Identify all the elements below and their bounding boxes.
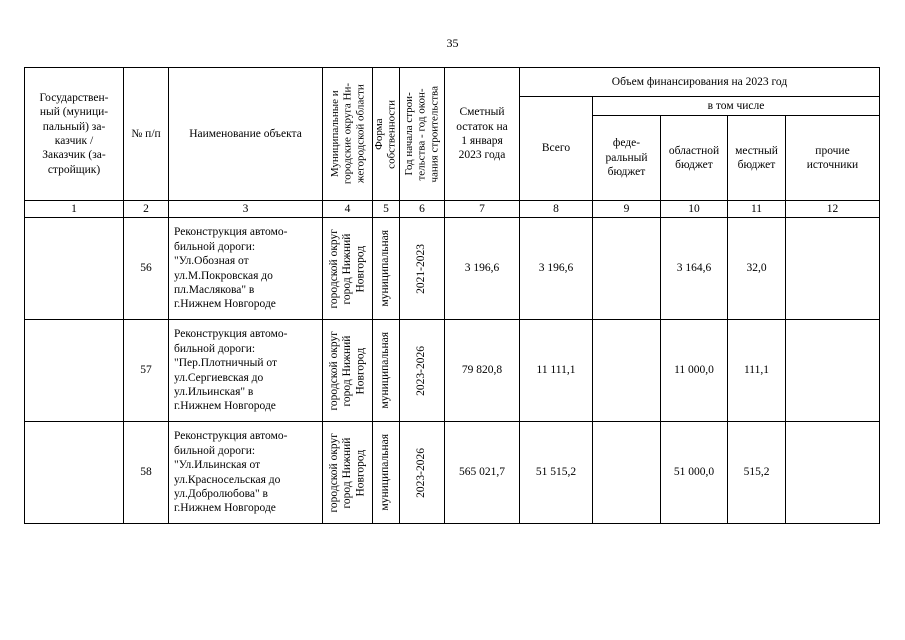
header-construction-years-text: Год начала строи- тельства - год окон- чания строительства (403, 85, 441, 183)
cell-years (400, 320, 445, 422)
cell-number: 56 (124, 218, 169, 320)
column-number: 1 (25, 201, 124, 218)
cell-object-name: Реконструкция автомо- бильной дороги: "Пер.Плотничный от ул.Сергиевская до ул.Ильинская" в г.Нижнем Новгороде (169, 320, 323, 422)
header-municipality (323, 68, 373, 201)
cell-years (400, 422, 445, 524)
cell-ownership-text: муниципальная (379, 230, 392, 307)
column-number: 5 (373, 201, 400, 218)
column-number-row (25, 201, 880, 218)
page-number: 35 (446, 36, 459, 50)
cell-municipality (323, 218, 373, 320)
cell-remainder: 79 820,8 (445, 320, 520, 422)
cell-municipality-text: городской округ город Нижний Новгород (327, 228, 367, 309)
cell-municipality-text: городской округ город Нижний Новгород (327, 432, 367, 513)
cell-remainder: 565 021,7 (445, 422, 520, 524)
header-federal-budget: феде- ральный бюджет (593, 116, 661, 201)
column-number: 6 (400, 201, 445, 218)
cell-object-name: Реконструкция автомо- бильной дороги: "Ул.Обозная от ул.М.Покровская до пл.Маслякова" в г.Нижнем Новгороде (169, 218, 323, 320)
header-regional-budget: областной бюджет (661, 116, 728, 201)
column-number: 3 (169, 201, 323, 218)
cell-ownership (373, 218, 400, 320)
table-row (25, 218, 880, 320)
header-total: Всего (520, 97, 593, 201)
cell-total: 51 515,2 (520, 422, 593, 524)
cell-years-text: 2023-2026 (415, 345, 428, 396)
column-number: 9 (593, 201, 661, 218)
cell-years (400, 218, 445, 320)
funding-table (24, 67, 880, 524)
cell-number: 57 (124, 320, 169, 422)
header-municipality-text: Муниципальные и городские округа Ни- жегородской области (328, 83, 366, 185)
cell-federal (593, 422, 661, 524)
cell-remainder: 3 196,6 (445, 218, 520, 320)
cell-total: 11 111,1 (520, 320, 593, 422)
cell-years-text: 2023-2026 (415, 447, 428, 498)
header-ownership-text: Форма собственности (373, 99, 398, 169)
cell-customer (25, 422, 124, 524)
cell-ownership (373, 422, 400, 524)
column-number: 7 (445, 201, 520, 218)
cell-regional: 11 000,0 (661, 320, 728, 422)
cell-other (786, 422, 880, 524)
column-number: 11 (728, 201, 786, 218)
table-row (25, 320, 880, 422)
cell-other (786, 320, 880, 422)
cell-customer (25, 218, 124, 320)
cell-municipality (323, 422, 373, 524)
cell-regional: 51 000,0 (661, 422, 728, 524)
column-number: 10 (661, 201, 728, 218)
column-number: 12 (786, 201, 880, 218)
cell-local: 111,1 (728, 320, 786, 422)
cell-total: 3 196,6 (520, 218, 593, 320)
cell-ownership (373, 320, 400, 422)
cell-years-text: 2021-2023 (415, 243, 428, 294)
header-estimated-remainder: Сметный остаток на 1 января 2023 года (445, 68, 520, 201)
cell-ownership-text: муниципальная (379, 332, 392, 409)
header-including: в том числе (593, 97, 880, 116)
cell-local: 32,0 (728, 218, 786, 320)
header-construction-years (400, 68, 445, 201)
column-number: 8 (520, 201, 593, 218)
column-number: 2 (124, 201, 169, 218)
cell-object-name: Реконструкция автомо- бильной дороги: "Ул.Ильинская от ул.Красносельская до ул.Добролюбова" в г.Нижнем Новгороде (169, 422, 323, 524)
header-other-sources: прочие источники (786, 116, 880, 201)
header-funding-2023: Объем финансирования на 2023 год (520, 68, 880, 97)
header-ownership (373, 68, 400, 201)
column-number: 4 (323, 201, 373, 218)
cell-municipality-text: городской округ город Нижний Новгород (327, 330, 367, 411)
cell-other (786, 218, 880, 320)
cell-ownership-text: муниципальная (379, 434, 392, 511)
cell-federal (593, 218, 661, 320)
cell-customer (25, 320, 124, 422)
cell-number: 58 (124, 422, 169, 524)
header-customer: Государствен- ный (муници- пальный) за- казчик / Заказчик (за- стройщик) (25, 68, 124, 201)
cell-municipality (323, 320, 373, 422)
cell-local: 515,2 (728, 422, 786, 524)
cell-federal (593, 320, 661, 422)
header-object-name: Наименование объекта (169, 68, 323, 201)
cell-regional: 3 164,6 (661, 218, 728, 320)
header-number: № п/п (124, 68, 169, 201)
header-local-budget: местный бюджет (728, 116, 786, 201)
table-row (25, 422, 880, 524)
